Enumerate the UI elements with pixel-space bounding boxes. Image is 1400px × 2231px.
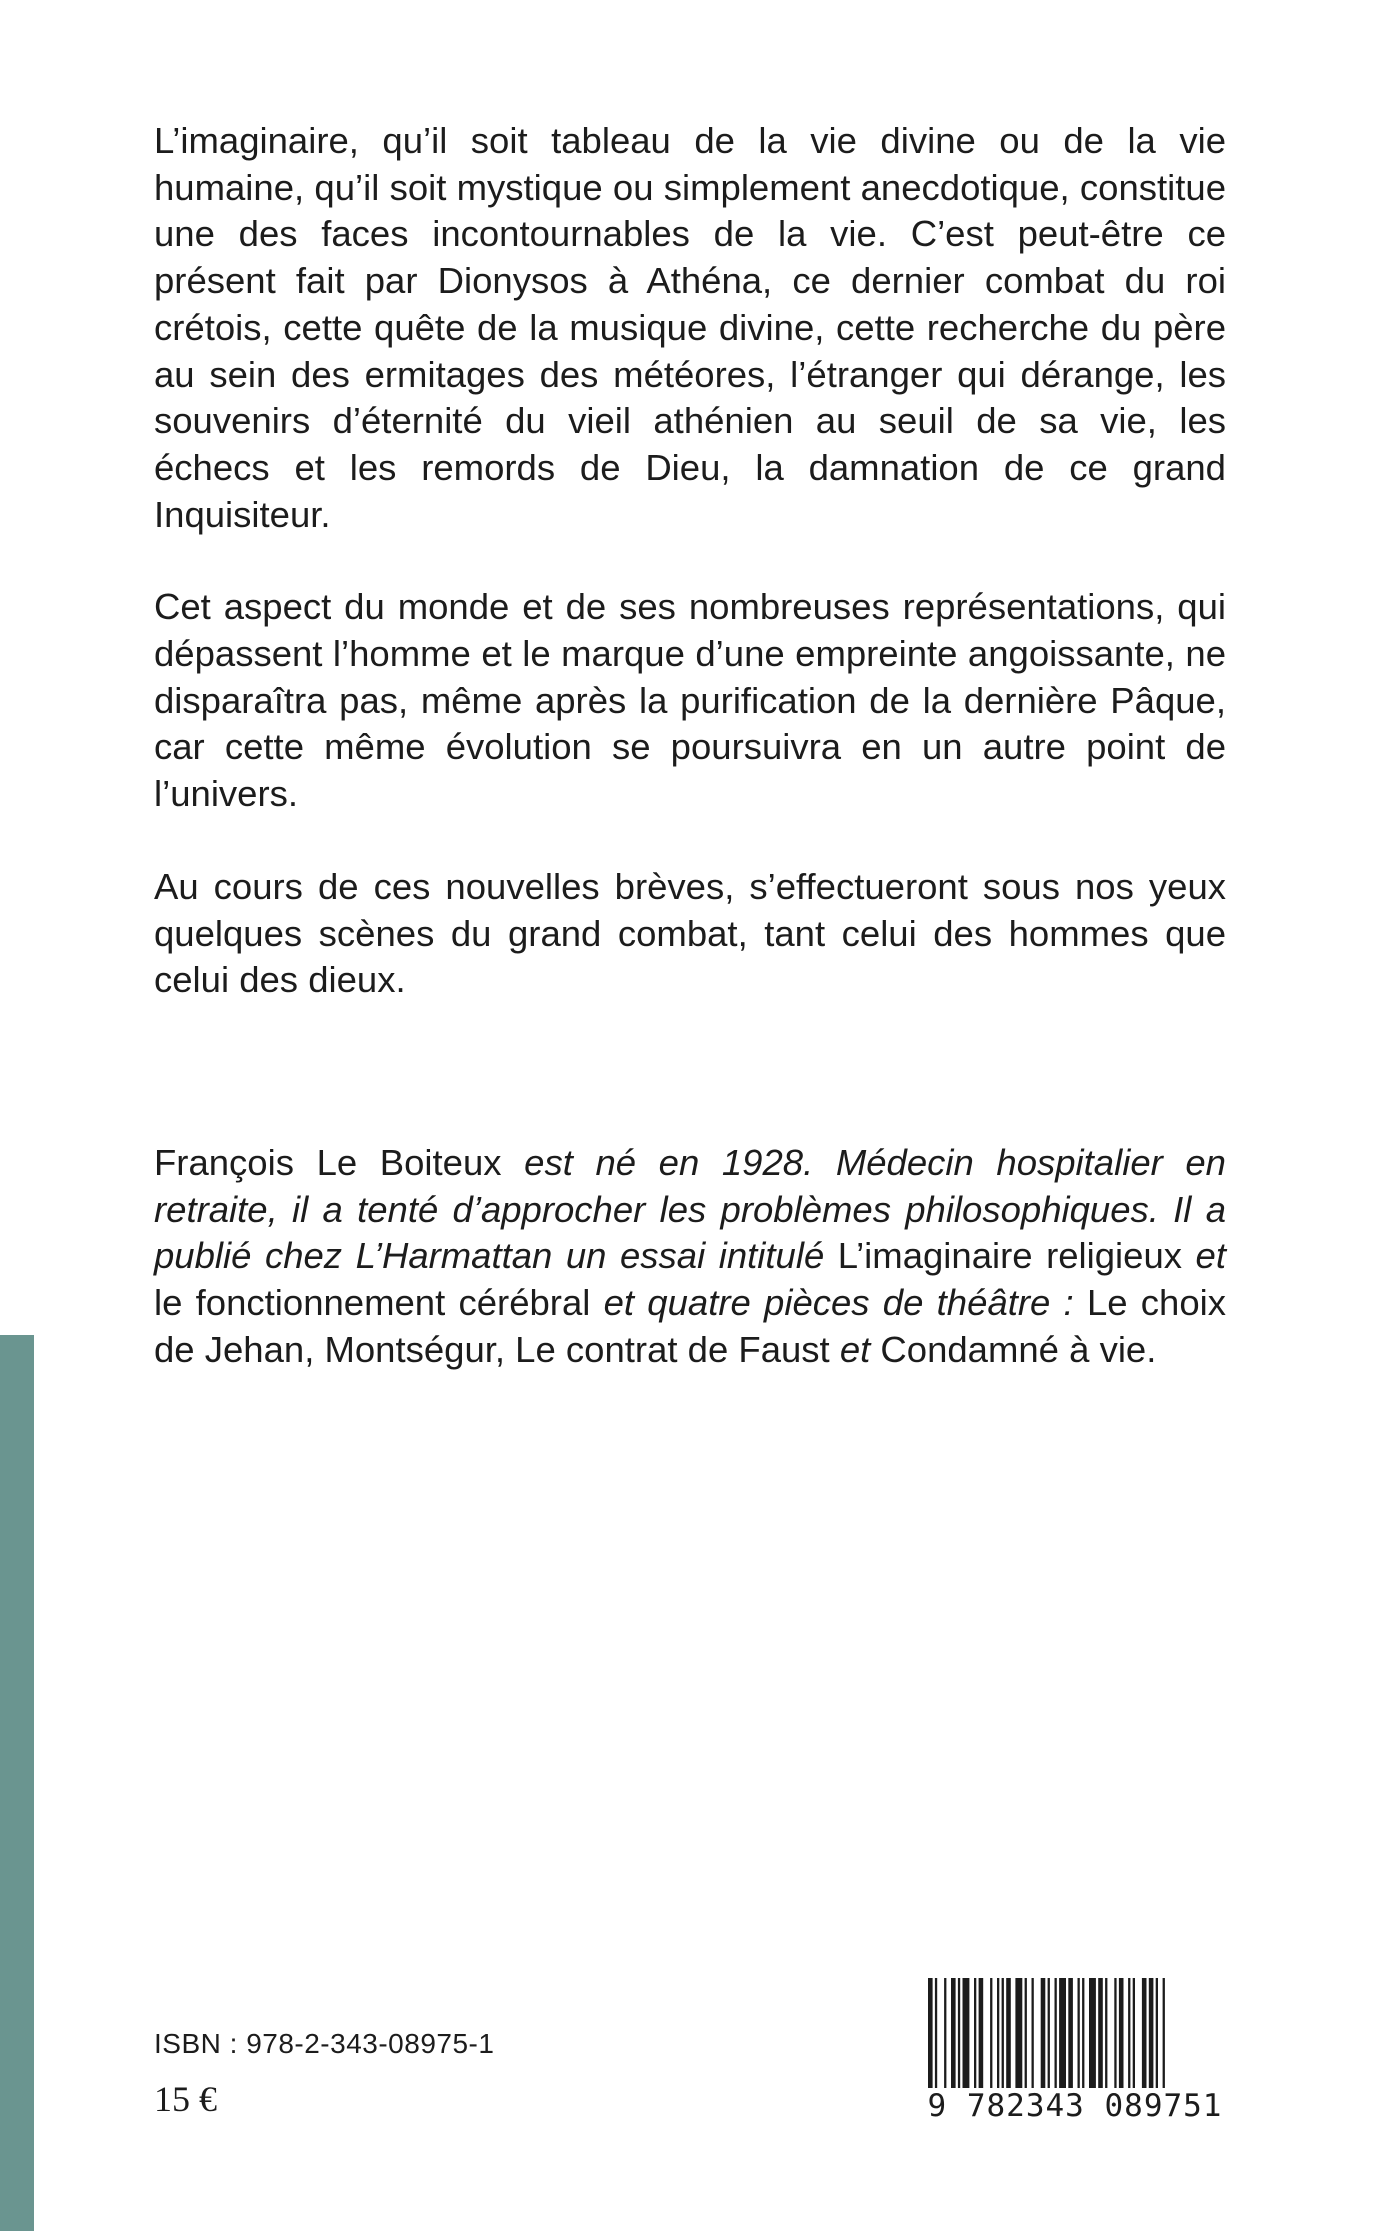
barcode-bar <box>1059 1978 1066 2090</box>
barcode-bar <box>1015 1978 1022 2090</box>
barcode-bar <box>1142 1978 1147 2090</box>
plays-list: Le choix de Jehan, Montségur, Le contrat de Faust <box>154 1282 1226 1370</box>
barcode-bar <box>1032 1978 1034 2090</box>
barcode-bar <box>1078 1978 1080 2090</box>
barcode-bar <box>990 1978 992 2090</box>
price-label: 15 € <box>154 2079 217 2119</box>
barcode-bar <box>1098 1978 1103 2090</box>
barcode-bar <box>1068 1978 1073 2090</box>
barcode-bar <box>1119 1978 1124 2090</box>
summary-paragraph-1: L’imaginaire, qu’il soit tableau de la vie divine ou de la vie humaine, qu’il soit mystique ou simplement anecdotique, constitue une des faces incontournables de la vie. C’est peut-être ce présent fait par Dionysos à Athéna, ce dernier combat du roi crétois, cette quête de la musique divine, cette recherche du père au sein des ermitages des météores, l’étranger qui dérange, les souvenirs d’éternité du vieil athénien au seuil de sa vie, les échecs et les remords de Dieu, la damnation de ce grand Inquisiteur. <box>154 120 1226 535</box>
barcode-bar <box>935 1978 937 2090</box>
bio-conjunction-1: et <box>1182 1235 1226 1277</box>
barcode-bar <box>1128 1978 1130 2090</box>
isbn-label: ISBN : 978-2-343-08975-1 <box>154 2028 495 2059</box>
author-name: François Le Boiteux <box>154 1142 502 1183</box>
bio-conjunction-2: et <box>829 1328 881 1370</box>
barcode-bar <box>1149 1978 1154 2090</box>
essay-title: L’imaginaire religieux <box>837 1235 1183 1277</box>
summary-paragraph-3: Au cours de ces nouvelles brèves, s’effectueront sous nos yeux quelques scènes du grand combat, tant celui des hommes que celui des dieux. <box>154 865 1226 1001</box>
bio-end: . <box>1146 1328 1157 1370</box>
barcode-digits: 9 782343 089751 <box>924 2088 1226 2124</box>
summary-paragraph-2: Cet aspect du monde et de ses nombreuses représentations, qui dépassent l’homme et le marque d’une empreinte angoissante, ne disparaîtra pas, même après la purification de la dernière Pâque, car cette même évolution se poursuivra en un autre point de l’univers. <box>154 586 1226 815</box>
plays-intro: et quatre pièces de théâtre : <box>590 1282 1087 1324</box>
barcode-bar <box>1041 1978 1046 2090</box>
bio-intro: est né en 1928. Médecin hospitalier en retraite, il a tenté d’approcher les problèmes philosophiques. Il a publié chez L’Harmattan un essai intitulé <box>154 1142 1226 1277</box>
barcode-bar <box>1156 1978 1158 2090</box>
barcode-bar <box>1105 1978 1107 2090</box>
barcode-bar <box>951 1978 956 2090</box>
author-biography <box>154 1140 1226 1374</box>
barcode-bar <box>1133 1978 1135 2090</box>
barcode-bar <box>1006 1978 1011 2090</box>
barcode-bar <box>963 1978 970 2090</box>
barcode-bar <box>979 1978 984 2090</box>
essay-title-continued: le fonctionnement cérébral <box>154 1282 591 1324</box>
barcode-bar <box>1055 1978 1057 2090</box>
barcode-bar <box>1002 1978 1004 2090</box>
back-cover-summary <box>154 118 1226 1004</box>
barcode-bar <box>944 1978 946 2090</box>
barcode-bar <box>1163 1978 1165 2090</box>
barcode-bar <box>958 1978 960 2090</box>
last-play-title: Condamné à vie <box>880 1328 1147 1370</box>
spine-color-band <box>0 1335 34 2231</box>
barcode-bar <box>1089 1978 1096 2090</box>
barcode-bar <box>997 1978 999 2090</box>
barcode-bar <box>1082 1978 1084 2090</box>
barcode-bar <box>1048 1978 1050 2090</box>
barcode-bar <box>974 1978 976 2090</box>
barcode-bar <box>1025 1978 1027 2090</box>
barcode-bar <box>928 1978 933 2090</box>
barcode-bar <box>1114 1978 1116 2090</box>
isbn-barcode <box>924 1978 1226 2130</box>
